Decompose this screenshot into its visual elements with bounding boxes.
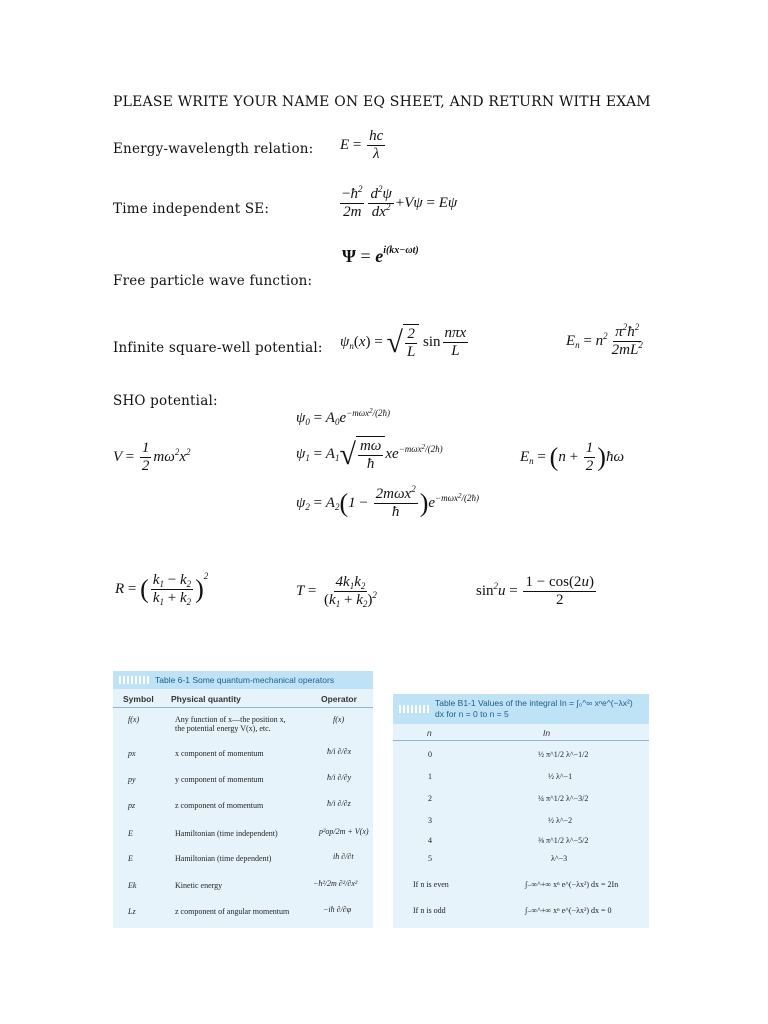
table-row [393, 790, 649, 812]
formula-square-well-energy: $E_n = n^2$ $\frac{\pi^2ħ^2}{2mL^2}$ [566, 322, 643, 358]
formula-sho-psi2: $\psi_2 = A_2(1$ − $\frac{2m\omega x^2}{ħ}$ )$e^{-m\omega x^2/(2ħ)}$ [296, 484, 479, 520]
table-row [113, 793, 373, 815]
table-cell-n: 2 [428, 794, 432, 803]
formula-sho-psi0: $\psi_0 = A_0e^{-m\omega x^2/(2ħ)}$ [296, 407, 391, 427]
table-cell-operator: −iħ ∂/∂φ [323, 905, 352, 914]
table-row [393, 812, 649, 834]
table-row [393, 746, 649, 768]
table-cell-even-value: ∫₋∞^+∞ xⁿ e^(−λx²) dx = 2In [525, 880, 619, 889]
table-cell-quantity: x component of momentum [175, 749, 264, 758]
formula-sho-potential: V = $\frac{1}{2}$ $m\omega^2x^2$ [113, 440, 191, 474]
table-cell-n: 3 [428, 816, 432, 825]
table-row [113, 899, 373, 921]
table-cell-quantity: Hamiltonian (time independent) [175, 829, 278, 838]
table-cell-integral-value: λ^−3 [551, 854, 568, 863]
table-row [113, 711, 373, 739]
table-cell-quantity: Kinetic energy [175, 881, 223, 890]
table-cell-even-label: If n is even [413, 880, 449, 889]
table-cell-n: 1 [428, 772, 432, 781]
table-cell-symbol: E [128, 854, 133, 863]
table-row [393, 850, 649, 872]
table-cell-operator: ħ/i ∂/∂x [327, 747, 352, 756]
formula-free-particle: $\Psi = e^{i(kx-\omega t)}$ [342, 245, 419, 266]
table-integrals-header-row [393, 726, 649, 741]
table-cell-quantity: z component of angular momentum [175, 907, 290, 916]
table-cell-operator: iħ ∂/∂t [333, 852, 354, 861]
table-row [393, 768, 649, 790]
table-row [113, 821, 373, 843]
label-energy-wavelength: Energy-wavelength relation: [113, 141, 314, 157]
column-header-integral: In [543, 728, 551, 738]
table-cell-odd-value: ∫₋∞^+∞ xⁿ e^(−λx²) dx = 0 [525, 906, 612, 915]
table-row-odd [393, 902, 649, 924]
page-header: PLEASE WRITE YOUR NAME ON EQ SHEET, AND RETURN WITH EXAM [113, 94, 651, 110]
table-cell-n: 4 [428, 836, 432, 845]
table-gaussian-integrals [393, 694, 649, 928]
table-cell-operator: −ħ²/2m ∂²/∂x² [313, 879, 358, 888]
label-free-particle: Free particle wave function: [113, 273, 313, 289]
table-cell-integral-value: ½ π^1/2 λ^−1/2 [538, 750, 589, 759]
table-cell-quantity: Hamiltonian (time dependent) [175, 854, 272, 863]
formula-energy-wavelength: E = $\frac{hc}{\lambda}$ [340, 128, 384, 162]
table-cell-integral-value: ¼ π^1/2 λ^−3/2 [538, 794, 589, 803]
column-header-n: n [427, 728, 432, 738]
table-cell-odd-label: If n is odd [413, 906, 446, 915]
table-cell-symbol: Lz [128, 907, 136, 916]
table-cell-n: 0 [428, 750, 432, 759]
table-cell-operator: f(x) [333, 715, 345, 724]
table-cell-integral-value: ⅜ π^1/2 λ^−5/2 [538, 836, 589, 845]
formula-square-well-psi: $\psi_n(x)$ = √ $\frac{2}{L}$ sin $\frac{\text{nπx}}{L}$ [340, 325, 467, 360]
table-operators-header-row [113, 691, 373, 708]
column-header-physical-quantity: Physical quantity [171, 694, 241, 704]
table-cell-operator: p²op/2m + V(x) [319, 827, 369, 836]
table-operators-title: Table 6-1 Some quantum-mechanical operators [113, 671, 373, 689]
column-header-symbol: Symbol [123, 694, 154, 704]
table-row [113, 846, 373, 868]
table-row [113, 741, 373, 763]
table-row [113, 873, 373, 895]
table-integrals-title: Table B1-1 Values of the integral In = ∫₀^∞ xⁿe^(−λx²) dx for n = 0 to n = 5 [393, 694, 649, 724]
table-cell-n: 5 [428, 854, 432, 863]
table-cell-quantity: Any function of x—the position x, [175, 715, 286, 724]
table-cell-operator: ħ/i ∂/∂z [327, 799, 351, 808]
table-row-even [393, 876, 649, 898]
table-cell-symbol: pz [128, 801, 136, 810]
label-infinite-square-well: Infinite square-well potential: [113, 340, 323, 356]
column-header-operator: Operator [321, 694, 357, 704]
table-quantum-operators [113, 671, 373, 928]
formula-sho-energy: $E_n = (n$ + $\frac{1}{2}$ )ħω [520, 440, 625, 474]
formula-reflection-coefficient: R = ( $\frac{k_1 - k_2}{k_1 + k_2}$ )$^2$ [115, 570, 209, 607]
table-row [113, 767, 373, 789]
table-cell-quantity: z component of momentum [175, 801, 264, 810]
formula-transmission-coefficient: T = $\frac{4k_1k_2}{(k_1 + k_2)^2}$ [296, 574, 377, 609]
table-cell-symbol: py [128, 775, 136, 784]
label-sho-potential: SHO potential: [113, 393, 218, 409]
table-cell-symbol: px [128, 749, 136, 758]
table-cell-quantity: y component of momentum [175, 775, 264, 784]
formula-schrodinger: $\frac{-ħ^2}{2m}$ $\frac{d^2\psi}{dx^2}$ +Vψ = Eψ [342, 184, 458, 220]
formula-sho-psi1: $\psi_1 = A_1$ √ $\frac{m\omega}{ħ}$ $xe^{-m\omega x^2/(2ħ)}$ [296, 437, 443, 472]
formula-sin-squared: $\sin^2u$ = $\frac{1 - \cos(2u)}{2}$ [476, 574, 594, 608]
table-cell-symbol: E [128, 829, 133, 838]
table-cell-symbol: f(x) [128, 715, 140, 724]
table-cell-quantity-line2: the potential energy V(x), etc. [175, 724, 271, 733]
table-cell-symbol: Ek [128, 881, 137, 890]
label-time-independent-se: Time independent SE: [113, 201, 270, 217]
table-cell-integral-value: ½ λ^−2 [548, 816, 573, 825]
table-cell-integral-value: ½ λ^−1 [548, 772, 573, 781]
table-cell-operator: ħ/i ∂/∂y [327, 773, 352, 782]
